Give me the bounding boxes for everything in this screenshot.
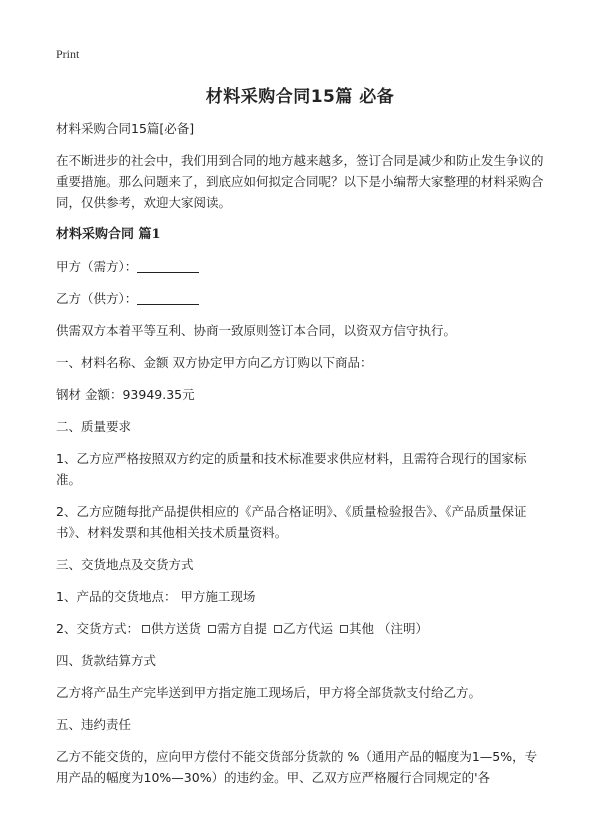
document-subtitle: 材料采购合同15篇[必备] — [56, 121, 195, 136]
delivery-option: 其他 — [348, 621, 374, 636]
party-a-label: 甲方（需方）： — [56, 259, 138, 274]
intro-paragraph: 在不断进步的社会中，我们用到合同的地方越来越多，签订合同是减少和防止发生争议的重要措施。那么问题来了，到底应如何拟定合同呢？以下是小编帮大家整理的材料采购合同，仅供参考，欢迎大家阅读。 — [56, 153, 544, 210]
delivery-option: 乙方代运 — [282, 621, 333, 636]
document-body — [56, 118, 546, 799]
checkbox-icon — [142, 625, 150, 633]
item1-heading: 一、材料名称、金额 双方协定甲方向乙方订购以下商品： — [56, 355, 373, 370]
principle-paragraph: 供需双方本着平等互利、协商一致原则签订本合同，以资双方信守执行。 — [56, 323, 457, 338]
item4-paragraph-1: 乙方将产品生产完毕送到甲方指定施工现场后，甲方将全部货款支付给乙方。 — [56, 685, 482, 700]
item5-paragraph-1: 乙方不能交货的，应向甲方偿付不能交货部分货款的 %（通用产品的幅度为1—5%，专用产品的幅度为10%—30%）的违约金。甲、乙双方应严格履行合同规定的'各 — [56, 749, 538, 785]
item2-paragraph-1: 1、乙方应严格按照双方约定的质量和技术标准要求供应材料，且需符合现行的国家标准。 — [56, 451, 527, 487]
item4-heading: 四、货款结算方式 — [56, 653, 157, 668]
party-b-label: 乙方（供方）： — [56, 291, 138, 306]
item2-paragraph-2: 2、乙方应随每批产品提供相应的《产品合格证明》、《质量检验报告》、《产品质量保证书》、材料发票和其他相关技术质量资料。 — [56, 504, 527, 540]
checkbox-icon — [340, 625, 348, 633]
item2-heading: 二、质量要求 — [56, 419, 132, 434]
party-b-line — [56, 288, 546, 309]
checkbox-icon — [208, 625, 216, 633]
item3-heading: 三、交货地点及交货方式 — [56, 557, 194, 572]
party-b-blank — [137, 290, 199, 305]
print-link[interactable]: Print — [56, 47, 80, 61]
party-a-blank — [137, 258, 199, 273]
checkbox-icon — [274, 625, 282, 633]
section-heading: 材料采购合同 篇1 — [56, 227, 161, 242]
delivery-note: （注明） — [377, 621, 428, 636]
delivery-label: 2、交货方式： — [56, 621, 139, 636]
delivery-option: 需方自提 — [216, 621, 267, 636]
item1-detail: 钢材 金额：93949.35元 — [56, 387, 195, 402]
item3-paragraph-2 — [56, 618, 546, 639]
item3-paragraph-1: 1、产品的交货地点： 甲方施工现场 — [56, 589, 256, 604]
delivery-option: 供方送货 — [150, 621, 201, 636]
party-a-line — [56, 256, 546, 277]
item5-heading: 五、违约责任 — [56, 717, 132, 732]
document-title: 材料采购合同15篇 必备 — [205, 87, 395, 107]
